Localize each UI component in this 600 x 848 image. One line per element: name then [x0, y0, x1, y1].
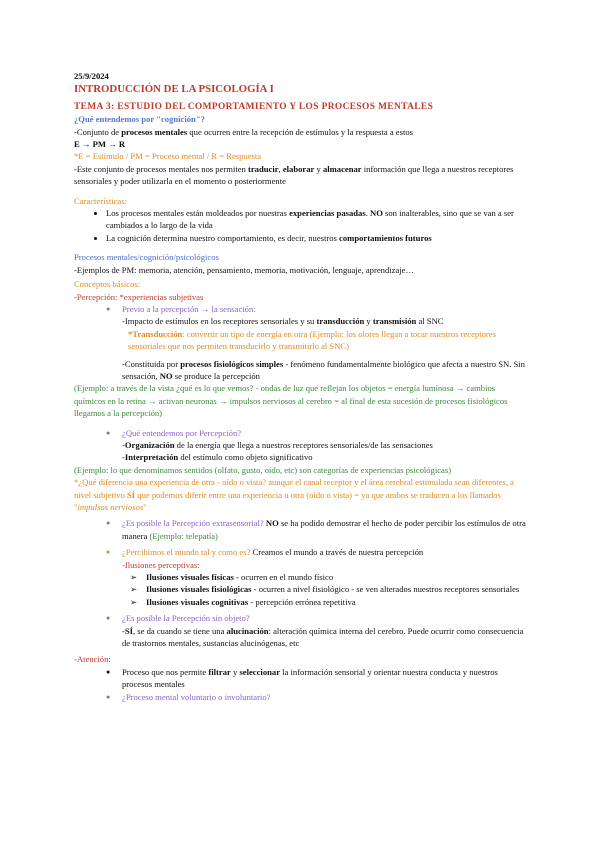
formula: E → PM → R: [74, 139, 126, 150]
illusions-list: [74, 571, 526, 608]
questions-list: [74, 517, 526, 571]
vision-example: (Ejemplo: a través de la vista ¿qué es lo que vemos? - ondas de luz que reflejan los objetos = energía lumínosa → cambios químicos en la retina → activan neuronas → impulsos nerviosos al cerebro = al final de esta sucesión de procesos fisiológicos llegamos a la percepción): [74, 383, 508, 419]
list-item: • La cognición determina nuestro comportamiento, es decir, nuestros comportamientos futuros: [106, 232, 526, 244]
list-item: ● ¿Qué entendemos por Percepción?: [122, 427, 526, 439]
senses-example: (Ejemplo: lo que denominamos sentidos (olfato, gusto, oído, etc) son categorías de experiencias psicológicas): [74, 464, 452, 475]
list-item: ● ¿Percibimos el mundo tal y como es? Creamos el mundo a través de nuestra percepción -Ilusiones perceptivas:: [122, 546, 526, 571]
list-item: • Los procesos mentales están moldeados por nuestras experiencias pasadas. NO son inalterables, sino que se van a ser cambiados a lo largo de la vida: [106, 207, 526, 232]
list-item: ● Proceso que nos permite filtrar y seleccionar la información sensorial y orientar nuestra conducta y nuestros procesos mentales: [122, 666, 526, 691]
perception-definition: -Organización de la energía que llega a nuestros receptores sensoriales/de las sensaciones -Interpretación del estímulo como objeto significativo: [122, 439, 433, 463]
list-item: ● ¿Es posible la Percepción sin objeto? -SÍ, se da cuando se tiene una alucinación: alteración química interna del cerebro. Puede ocurrir como consecuencia de trastornos mentales, sustancias alucinógenas, etc: [122, 612, 526, 649]
transduction-note: *Transducción: convertir un tipo de energía en otra (Ejemplo: los olores llegan a tocar nuestros receptores sensoriales que nos permiten transducirlo y transmitirlo al SNC): [128, 328, 496, 352]
illusions-heading: -Ilusiones perceptivas:: [122, 559, 200, 570]
sensation-constitution: -Constituida por procesos fisiológicos simples - fenómeno fundamentalmente biológico que afecta a nuestro SN. Sin sensación, NO se produce la percepción: [122, 358, 525, 381]
section-title: TEMA 3: ESTUDIO DEL COMPORTAMIENTO Y LOS PROCESOS MENTALES: [74, 101, 434, 112]
without-object-list: [74, 612, 526, 649]
perception-heading: -Percepción: *experiencias subjetivas: [74, 291, 204, 302]
experience-note: *¿Qué diferencia una experiencia de otra - oído o vista? aunque el canal receptor y el área cerebral estimulada sean diferentes, a nivel subjetivo SÍ que podemos diferir entre una experiencia u otra (oído o vista) = ya que ambos se traducen a los llamados "impulsos nerviosos": [74, 477, 514, 512]
document-page: [74, 70, 526, 703]
question-cognicion: ¿Qué entendemos por "cognición"?: [74, 114, 205, 125]
perception-list: [74, 303, 526, 315]
perception-question-list: [74, 427, 526, 439]
document-title: INTRODUCCIÓN DE LA PSICOLOGÍA I: [74, 83, 274, 96]
characteristics-heading: Características:: [74, 195, 127, 206]
cognicion-definition: -Conjunto de procesos mentales que ocurren entre la recepción de estímulos y la respuesta a estos: [74, 126, 413, 137]
attention-list: [74, 666, 526, 703]
sensation-block: [74, 315, 526, 382]
attention-heading: -Atención:: [74, 654, 111, 665]
sensation-line: -Impacto de estímulos en los receptores sensoriales y su transducción y transmisión al SNC: [122, 316, 444, 327]
date: 25/9/2024: [74, 71, 109, 81]
processes-heading: Procesos mentales/cognición/psicológicos: [74, 252, 219, 263]
formula-legend: *E = Estímulo / PM = Proceso mental / R = Respuesta: [74, 151, 262, 162]
list-item: ● ¿Proceso mental voluntario o involuntario?: [122, 691, 526, 703]
concepts-heading: Conceptos básicos:: [74, 279, 141, 290]
list-item: ➢ Ilusiones visuales físicas - ocurren en el mundo físico: [146, 571, 526, 583]
list-item: ➢ Ilusiones visuales cognitivas - percepción errónea repetitiva: [146, 596, 526, 608]
characteristics-list: [74, 207, 526, 244]
list-item: ● ¿Es posible la Percepción extrasensorial? NO se ha podido demostrar el hecho de poder percibir los estímulos de otra manera (Ejemplo: telepatía): [122, 517, 526, 542]
processes-examples: -Ejemplos de PM: memoria, atención, pensamiento, memoria, motivación, lenguaje, aprendizaje…: [74, 264, 415, 275]
list-item: ➢ Ilusiones visuales fisiológicas - ocurren a nivel fisiológico - se ven alterados nuestros receptores sensoriales: [146, 583, 526, 595]
list-item: ● Previo a la percepción → la sensación:: [122, 303, 526, 315]
cognicion-paragraph: -Este conjunto de procesos mentales nos permiten traducir, elaborar y almacenar información que llega a nuestros receptores sensoriales y poder utilizarla en el momento o posteriormente: [74, 163, 514, 187]
